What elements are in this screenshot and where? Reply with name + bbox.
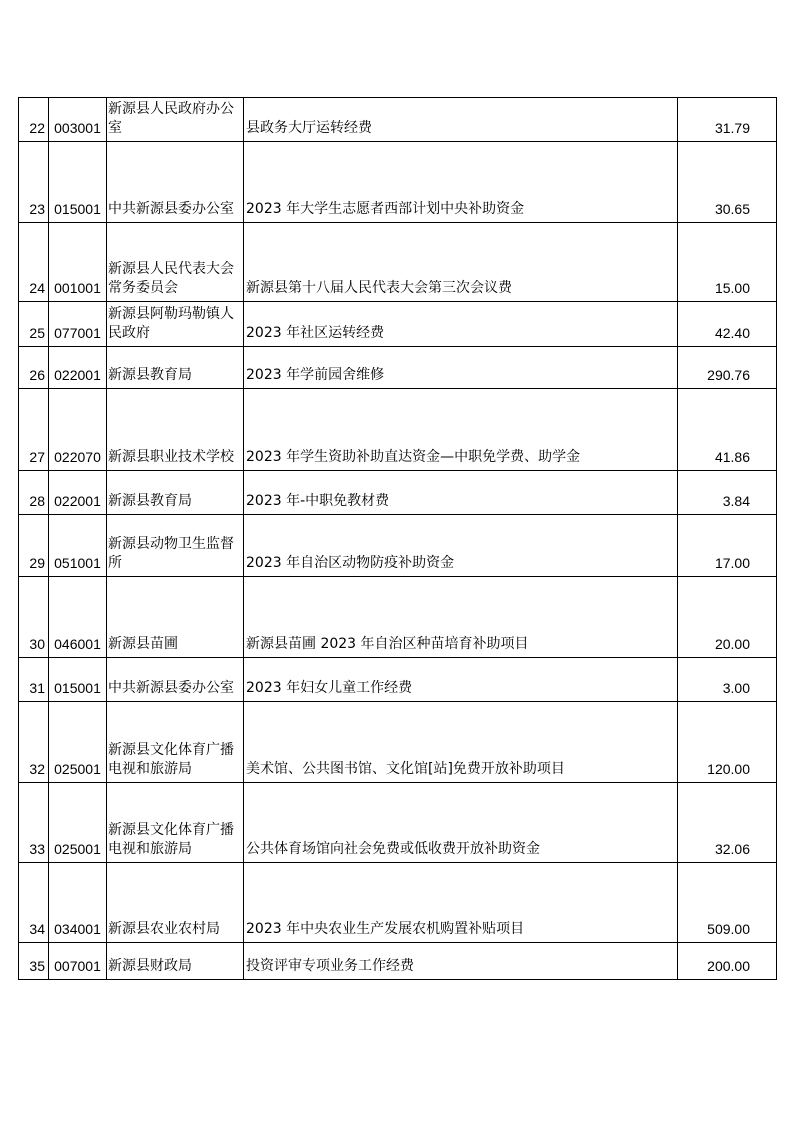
project-name: 2023 年-中职免教材费 [244, 471, 678, 515]
row-number: 29 [19, 515, 49, 577]
project-name: 2023 年妇女儿童工作经费 [244, 658, 678, 702]
row-number: 22 [19, 98, 49, 142]
row-number: 23 [19, 142, 49, 223]
unit-name: 新源县动物卫生监督所 [107, 515, 244, 577]
amount: 200.00 [678, 943, 777, 980]
table-row [19, 142, 777, 223]
unit-code: 022001 [49, 471, 107, 515]
table-row [19, 302, 777, 347]
amount: 31.79 [678, 98, 777, 142]
unit-code: 025001 [49, 702, 107, 783]
table-row [19, 943, 777, 980]
row-number: 24 [19, 223, 49, 302]
unit-code: 022070 [49, 389, 107, 471]
unit-name: 新源县阿勒玛勒镇人民政府 [107, 302, 244, 347]
project-name: 新源县第十八届人民代表大会第三次会议费 [244, 223, 678, 302]
unit-code: 077001 [49, 302, 107, 347]
project-name: 美术馆、公共图书馆、文化馆[站]免费开放补助项目 [244, 702, 678, 783]
row-number: 31 [19, 658, 49, 702]
table-row [19, 658, 777, 702]
table-row [19, 389, 777, 471]
unit-name: 新源县人民代表大会常务委员会 [107, 223, 244, 302]
unit-name: 中共新源县委办公室 [107, 658, 244, 702]
project-name: 2023 年中央农业生产发展农机购置补贴项目 [244, 863, 678, 943]
row-number: 28 [19, 471, 49, 515]
row-number: 30 [19, 577, 49, 658]
unit-name: 新源县财政局 [107, 943, 244, 980]
project-name: 2023 年学前园舍维修 [244, 347, 678, 389]
unit-code: 003001 [49, 98, 107, 142]
amount: 20.00 [678, 577, 777, 658]
amount: 41.86 [678, 389, 777, 471]
unit-code: 001001 [49, 223, 107, 302]
unit-name: 新源县农业农村局 [107, 863, 244, 943]
amount: 17.00 [678, 515, 777, 577]
project-name: 新源县苗圃 2023 年自治区种苗培育补助项目 [244, 577, 678, 658]
unit-code: 007001 [49, 943, 107, 980]
table-row [19, 577, 777, 658]
amount: 3.00 [678, 658, 777, 702]
unit-code: 015001 [49, 142, 107, 223]
row-number: 25 [19, 302, 49, 347]
project-name: 县政务大厅运转经费 [244, 98, 678, 142]
table-row [19, 515, 777, 577]
row-number: 33 [19, 783, 49, 863]
unit-code: 025001 [49, 783, 107, 863]
row-number: 27 [19, 389, 49, 471]
amount: 290.76 [678, 347, 777, 389]
project-name: 公共体育场馆向社会免费或低收费开放补助资金 [244, 783, 678, 863]
amount: 32.06 [678, 783, 777, 863]
unit-name: 新源县文化体育广播电视和旅游局 [107, 783, 244, 863]
row-number: 26 [19, 347, 49, 389]
unit-code: 051001 [49, 515, 107, 577]
row-number: 32 [19, 702, 49, 783]
row-number: 34 [19, 863, 49, 943]
amount: 15.00 [678, 223, 777, 302]
amount: 3.84 [678, 471, 777, 515]
project-name: 投资评审专项业务工作经费 [244, 943, 678, 980]
unit-name: 新源县文化体育广播电视和旅游局 [107, 702, 244, 783]
amount: 30.65 [678, 142, 777, 223]
amount: 120.00 [678, 702, 777, 783]
unit-code: 015001 [49, 658, 107, 702]
unit-name: 中共新源县委办公室 [107, 142, 244, 223]
unit-name: 新源县职业技术学校 [107, 389, 244, 471]
table-row [19, 347, 777, 389]
budget-table [18, 97, 777, 980]
table-row [19, 223, 777, 302]
row-number: 35 [19, 943, 49, 980]
unit-name: 新源县教育局 [107, 347, 244, 389]
unit-name: 新源县教育局 [107, 471, 244, 515]
unit-name: 新源县人民政府办公室 [107, 98, 244, 142]
project-name: 2023 年大学生志愿者西部计划中央补助资金 [244, 142, 678, 223]
amount: 509.00 [678, 863, 777, 943]
project-name: 2023 年自治区动物防疫补助资金 [244, 515, 678, 577]
table-row [19, 783, 777, 863]
unit-code: 046001 [49, 577, 107, 658]
table-row [19, 702, 777, 783]
unit-code: 022001 [49, 347, 107, 389]
table-row [19, 98, 777, 142]
amount: 42.40 [678, 302, 777, 347]
project-name: 2023 年学生资助补助直达资金—中职免学费、助学金 [244, 389, 678, 471]
table-row [19, 471, 777, 515]
unit-code: 034001 [49, 863, 107, 943]
table-row [19, 863, 777, 943]
unit-name: 新源县苗圃 [107, 577, 244, 658]
project-name: 2023 年社区运转经费 [244, 302, 678, 347]
